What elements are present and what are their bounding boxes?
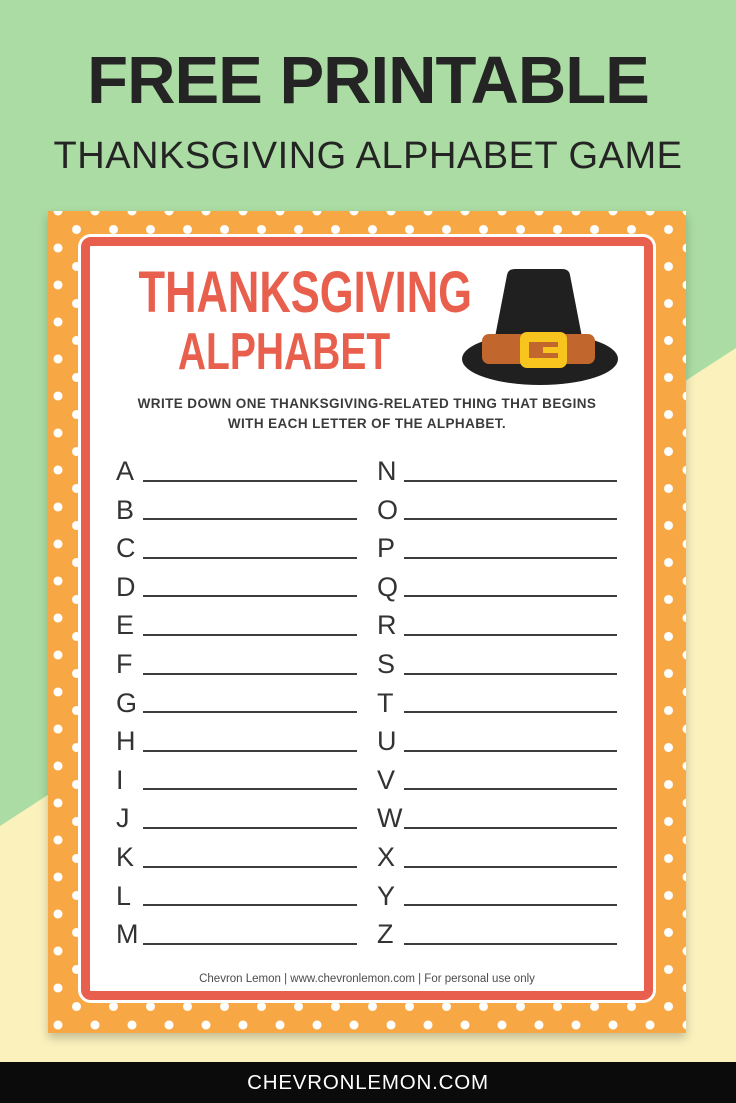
letter-row-c: [116, 526, 357, 565]
letter-label: M: [116, 919, 139, 950]
letter-row-i: [116, 758, 357, 797]
hat-buckle-tab: [543, 347, 558, 353]
letter-label: V: [377, 764, 396, 795]
site-url-text: CHEVRONLEMON.COM: [247, 1070, 489, 1094]
worksheet-title-line2: ALPHABET: [177, 323, 391, 381]
worksheet-instructions: [90, 394, 644, 433]
answer-blank-line: [404, 709, 617, 713]
instructions-line2: WITH EACH LETTER OF THE ALPHABET.: [227, 415, 507, 431]
site-url-bar: [0, 1062, 736, 1103]
letter-row-h: [116, 719, 357, 758]
letter-row-s: [377, 642, 617, 681]
letter-label: C: [116, 533, 136, 564]
letter-label: E: [116, 610, 135, 641]
letter-row-y: [377, 874, 617, 913]
letter-label: O: [377, 494, 399, 525]
answer-blank-line: [404, 555, 617, 559]
letter-label: Y: [377, 880, 396, 911]
letter-label: I: [116, 764, 124, 795]
answer-blank-line: [404, 748, 617, 752]
letter-row-w: [377, 796, 617, 835]
answer-blank-line: [404, 632, 617, 636]
letter-column-right: [377, 449, 617, 951]
banner-title: FREE PRINTABLE: [87, 43, 649, 118]
answer-blank-line: [143, 786, 357, 790]
worksheet-polka-dot-border: [48, 211, 686, 1033]
letter-column-left: [116, 449, 357, 951]
letter-row-r: [377, 603, 617, 642]
letter-row-d: [116, 565, 357, 604]
letter-row-g: [116, 681, 357, 720]
answer-blank-line: [143, 864, 357, 868]
letter-label: U: [377, 726, 397, 757]
letter-row-k: [116, 835, 357, 874]
answer-blank-line: [404, 864, 617, 868]
answer-blank-line: [143, 516, 357, 520]
letter-label: J: [116, 803, 130, 834]
answer-blank-line: [143, 902, 357, 906]
letter-label: K: [116, 841, 135, 872]
answer-blank-line: [143, 709, 357, 713]
letter-label: F: [116, 648, 133, 679]
letter-label: L: [116, 880, 132, 911]
letter-label: N: [377, 456, 397, 486]
letter-label: T: [377, 687, 394, 718]
answer-blank-line: [404, 941, 617, 945]
letter-row-j: [116, 796, 357, 835]
letter-row-q: [377, 565, 617, 604]
worksheet-footer-credit: Chevron Lemon | www.chevronlemon.com | For personal use only: [199, 973, 535, 985]
letter-row-n: [377, 449, 617, 488]
letter-label: H: [116, 726, 136, 757]
answer-blank-line: [404, 786, 617, 790]
answer-blank-line: [404, 671, 617, 675]
answer-blank-line: [143, 748, 357, 752]
letter-row-u: [377, 719, 617, 758]
letter-label: W: [377, 803, 403, 834]
worksheet-title: [90, 260, 478, 381]
letter-row-t: [377, 681, 617, 720]
letter-row-e: [116, 603, 357, 642]
answer-blank-line: [143, 671, 357, 675]
answer-blank-line: [143, 593, 357, 597]
letter-row-v: [377, 758, 617, 797]
worksheet-title-line1: THANKSGIVING: [138, 260, 473, 325]
letter-label: A: [116, 456, 135, 486]
letter-label: D: [116, 571, 136, 602]
letter-row-a: [116, 449, 357, 488]
letter-row-z: [377, 912, 617, 951]
letter-label: B: [116, 494, 135, 525]
answer-blank-line: [143, 555, 357, 559]
banner-subtitle: THANKSGIVING ALPHABET GAME: [53, 135, 683, 178]
letter-label: G: [116, 687, 138, 718]
letter-row-b: [116, 488, 357, 527]
instructions-line1: WRITE DOWN ONE THANKSGIVING-RELATED THING THAT BEGINS: [137, 396, 597, 411]
letter-row-p: [377, 526, 617, 565]
answer-blank-line: [404, 902, 617, 906]
letter-label: P: [377, 533, 396, 564]
answer-blank-line: [404, 825, 617, 829]
letter-label: S: [377, 648, 396, 679]
letter-label: X: [377, 841, 396, 872]
letter-label: Q: [377, 571, 399, 602]
letter-row-f: [116, 642, 357, 681]
letter-row-l: [116, 874, 357, 913]
answer-blank-line: [404, 478, 617, 482]
pilgrim-hat-icon: [457, 253, 633, 399]
worksheet-red-frame: [81, 237, 653, 1000]
letter-row-o: [377, 488, 617, 527]
answer-blank-line: [143, 478, 357, 482]
letter-label: Z: [377, 919, 394, 950]
answer-blank-line: [143, 632, 357, 636]
answer-blank-line: [404, 516, 617, 520]
letter-label: R: [377, 610, 397, 641]
letter-row-m: [116, 912, 357, 951]
answer-blank-line: [143, 825, 357, 829]
top-banner: [0, 43, 736, 178]
worksheet-content: [90, 246, 644, 991]
answer-blank-line: [404, 593, 617, 597]
letter-row-x: [377, 835, 617, 874]
answer-blank-line: [143, 941, 357, 945]
